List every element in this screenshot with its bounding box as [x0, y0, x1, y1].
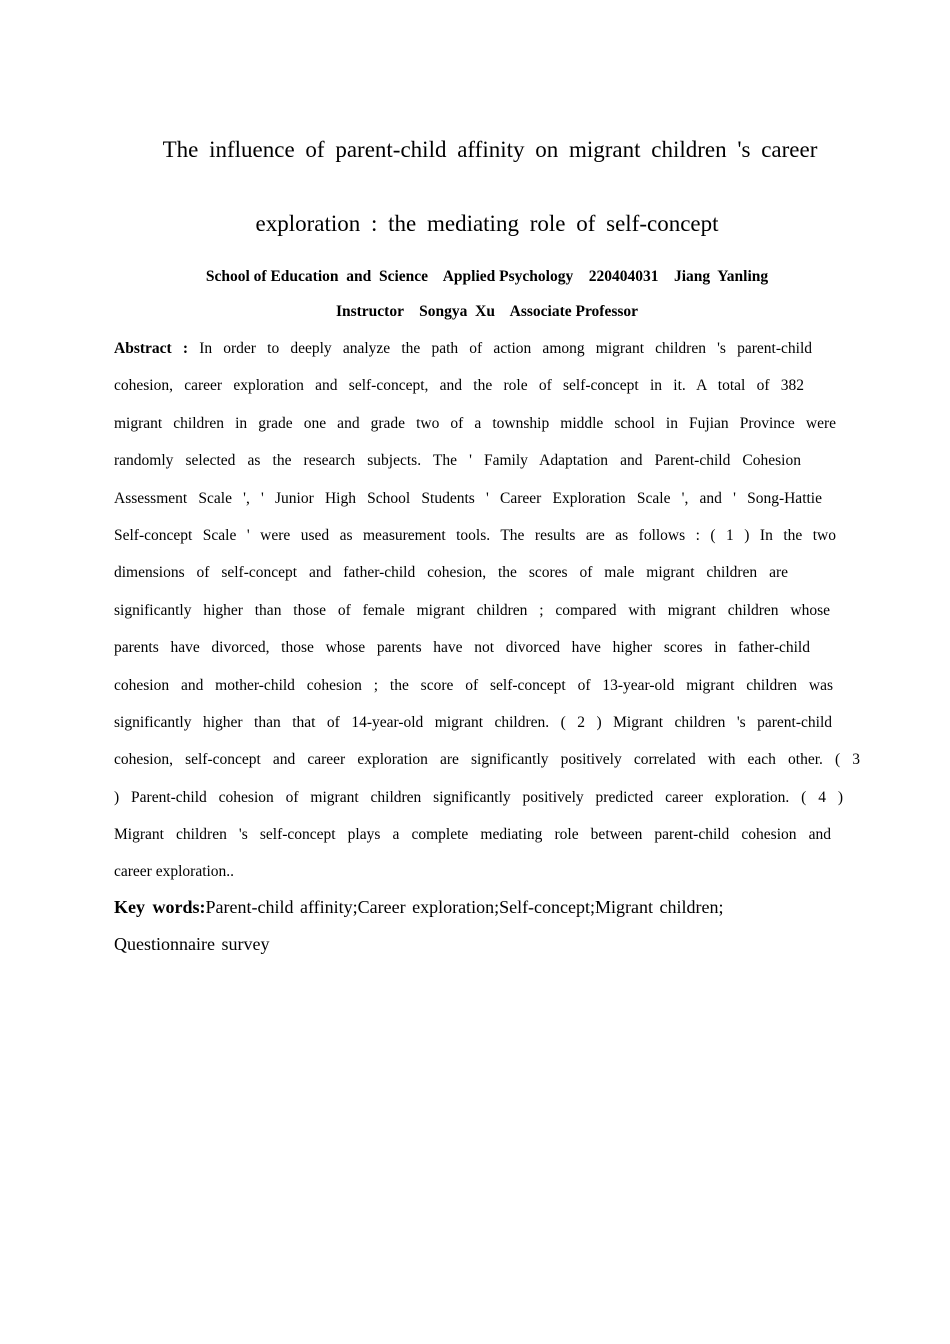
abstract-section: [114, 338, 874, 899]
author-affiliation: School of Education and Science Applied Psychology 220404031 Jiang Yanling: [205, 268, 769, 285]
abstract-line: migrant children in grade one and grade two of a township middle school in Fujian Province were: [114, 414, 836, 432]
abstract-line-text: In order to deeply analyze the path of action among migrant children 's parent-child: [199, 340, 812, 357]
keywords-text: Parent-child affinity;Career exploration;Self-concept;Migrant children;: [205, 897, 724, 917]
keywords-line-2: [114, 932, 874, 969]
abstract-line: ) Parent-child cohesion of migrant children significantly positively predicted career exploration. ( 4 ): [114, 788, 843, 806]
abstract-line: dimensions of self-concept and father-child cohesion, the scores of male migrant children are: [114, 564, 788, 582]
abstract-line: significantly higher than that of 14-year-old migrant children. ( 2 ) Migrant children 's parent-child: [114, 713, 832, 731]
abstract-line: cohesion, career exploration and self-concept, and the role of self-concept in it. A total of 382: [114, 377, 804, 395]
instructor-info: Instructor Songya Xu Associate Professor: [335, 303, 639, 320]
abstract-line: Migrant children 's self-concept plays a complete mediating role between parent-child cohesion and: [114, 826, 831, 844]
keywords-line: [114, 895, 874, 932]
keywords-text-2: Questionnaire survey: [114, 934, 270, 954]
abstract-line: cohesion, self-concept and career exploration are significantly positively correlated with each other. ( 3: [114, 751, 860, 769]
abstract-line: significantly higher than those of female migrant children ; compared with migrant children whose: [114, 601, 830, 619]
paper-title-line-1: The influence of parent-child affinity on migrant children 's career: [162, 137, 818, 162]
abstract-line: Assessment Scale ', ' Junior High School Students ' Career Exploration Scale ', and ' Song-Hattie: [114, 489, 822, 507]
abstract-line: cohesion and mother-child cohesion ; the score of self-concept of 13-year-old migrant children was: [114, 676, 833, 694]
abstract-line: career exploration..: [114, 863, 235, 881]
abstract-label: Abstract :: [114, 340, 189, 357]
abstract-line: parents have divorced, those whose parents have not divorced have higher scores in father-child: [114, 639, 810, 657]
abstract-line: [114, 338, 812, 375]
paper-title-line-2: exploration : the mediating role of self-concept: [255, 211, 719, 236]
keywords-label: Key words:: [114, 897, 206, 917]
abstract-line: Self-concept Scale ' were used as measurement tools. The results are as follows : ( 1 ) In the two: [114, 526, 836, 544]
abstract-line: randomly selected as the research subjects. The ' Family Adaptation and Parent-child Cohesion: [114, 452, 801, 470]
keywords-section: [114, 895, 874, 969]
